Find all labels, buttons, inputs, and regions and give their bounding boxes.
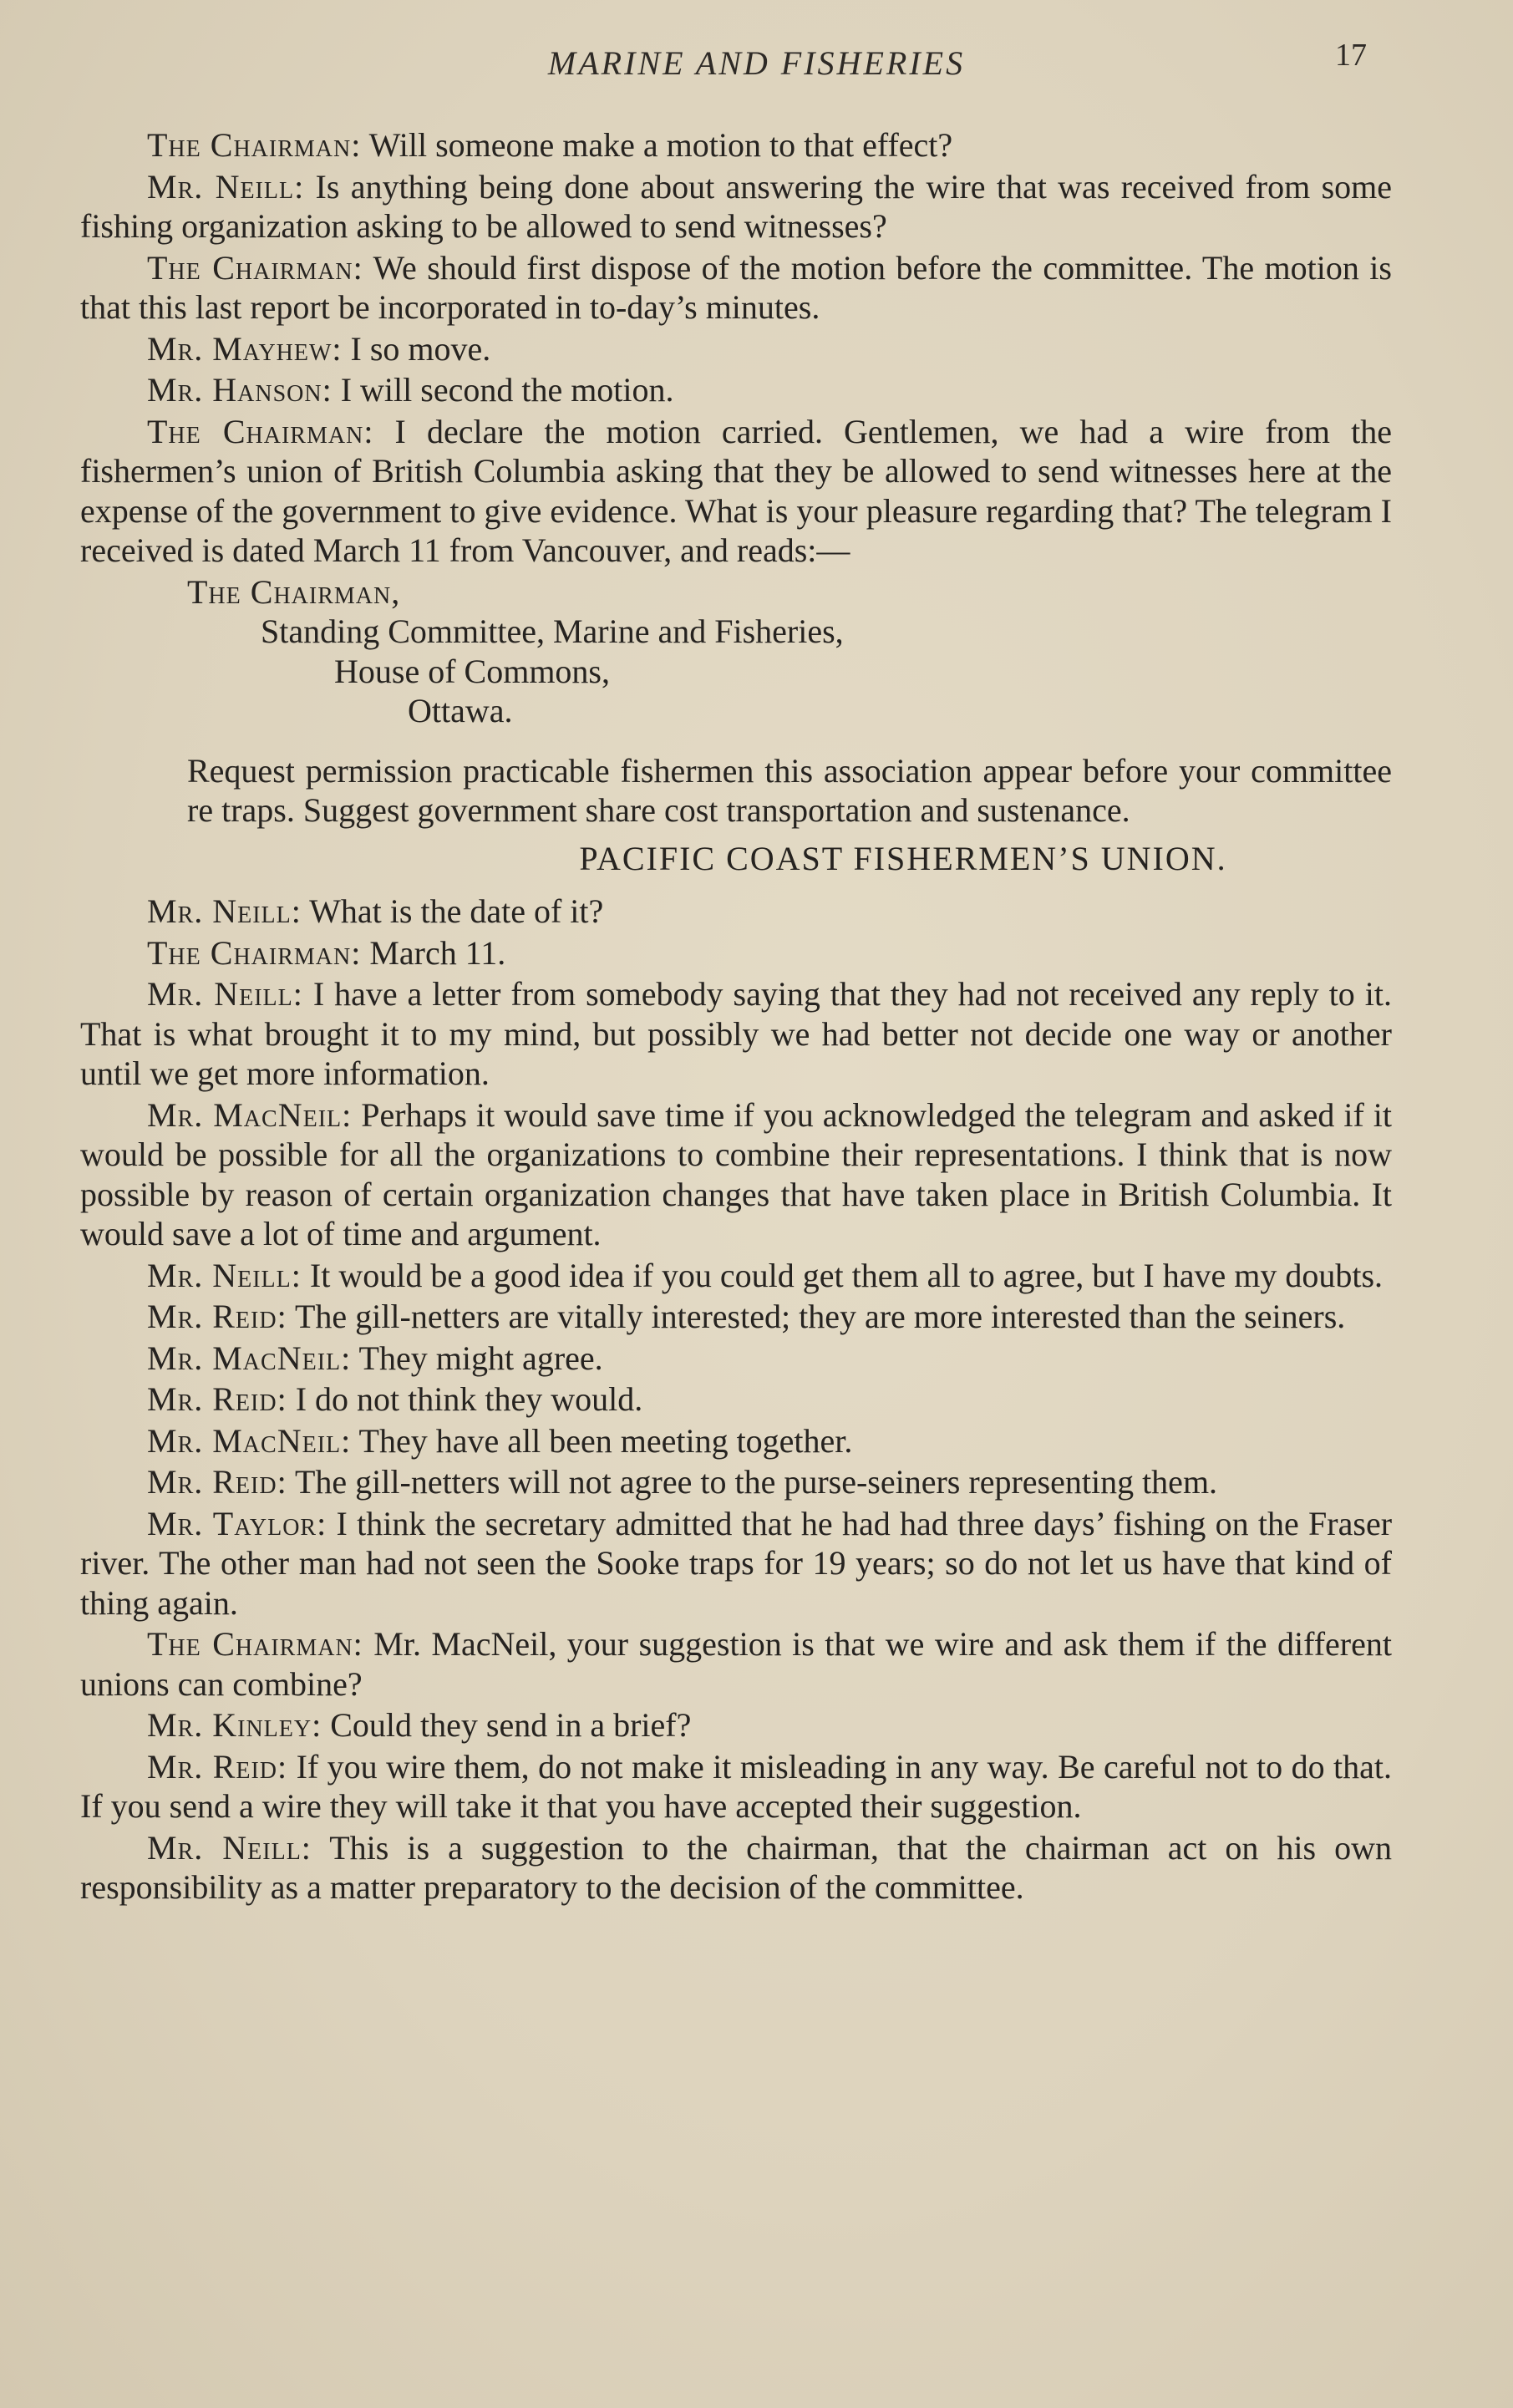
speech-text: The gill-netters are vitally interested; they are more interested than the seiners. — [294, 1298, 1346, 1335]
speaker-name: Mr. Mayhew: — [147, 329, 343, 368]
telegram-body: Request permission practicable fishermen this association appear before your committee re traps. Suggest government share cost transportation and sustenance. — [187, 751, 1392, 829]
speaker-name: Mr. MacNeil: — [147, 1339, 352, 1377]
speaker-name: Mr. Taylor: — [147, 1504, 327, 1542]
telegram-address-line: The Chairman, — [187, 572, 401, 611]
transcript-paragraph — [80, 974, 1392, 1094]
speaker-name: Mr. Neill: — [147, 167, 305, 206]
speaker-name: Mr. Neill: — [147, 1256, 302, 1294]
transcript-paragraph — [80, 1624, 1392, 1704]
speech-text: Mr. MacNeil, your suggestion is that we wire and ask them if the different unions can combine? — [80, 1625, 1392, 1703]
page-body — [80, 125, 1392, 1909]
speech-text: Could they send in a brief? — [330, 1706, 692, 1744]
transcript-paragraph — [80, 1504, 1392, 1623]
running-head: MARINE AND FISHERIES — [547, 44, 966, 82]
speaker-name: Mr. Hanson: — [147, 371, 333, 409]
speaker-name: Mr. Kinley: — [147, 1706, 322, 1744]
speaker-name: The Chairman: — [147, 126, 362, 164]
speech-text: We should first dispose of the motion before the committee. The motion is that this last report be incorporated in to-day’s minutes. — [80, 248, 1392, 326]
transcript-paragraph — [80, 1095, 1392, 1254]
speech-text: March 11. — [369, 933, 506, 972]
transcript-paragraph — [80, 1705, 1392, 1745]
speech-text: Will someone make a motion to that effect? — [368, 126, 953, 164]
transcript-paragraph — [80, 370, 1392, 410]
transcript-paragraph — [80, 412, 1392, 571]
transcript-paragraph — [80, 1339, 1392, 1379]
speech-text: Perhaps it would save time if you acknowledged the telegram and asked if it would be possible for all the organizations to combine their representations. I think that is now possible by reason of certain organization changes that have taken place in British Columbia. It would save a lot of time and argument. — [80, 1095, 1392, 1252]
speech-text: I will second the motion. — [340, 371, 674, 409]
telegram-address — [187, 572, 1392, 731]
speaker-name: Mr. Neill: — [147, 1828, 312, 1867]
transcript-paragraph — [80, 1828, 1392, 1908]
transcript-paragraph — [80, 167, 1392, 246]
speaker-name: Mr. Neill: — [147, 892, 302, 930]
speaker-name: The Chairman: — [147, 412, 374, 450]
speaker-name: Mr. Reid: — [147, 1747, 288, 1786]
transcript-after-telegram — [80, 892, 1392, 1908]
telegram-address-line: House of Commons, — [334, 652, 610, 690]
transcript-paragraph — [80, 1256, 1392, 1296]
transcript-paragraph — [80, 248, 1392, 328]
transcript-paragraph — [80, 1297, 1392, 1337]
transcript-paragraph — [80, 1747, 1392, 1826]
speech-text: I do not think they would. — [295, 1380, 643, 1418]
telegram-address-line: Standing Committee, Marine and Fisheries, — [261, 612, 844, 650]
page-number: 17 — [1335, 38, 1367, 73]
transcript-before-telegram — [80, 125, 1392, 571]
transcript-paragraph — [80, 125, 1392, 165]
speaker-name: Mr. MacNeil: — [147, 1095, 353, 1134]
speech-text: I so move. — [350, 329, 491, 368]
transcript-paragraph — [80, 1462, 1392, 1502]
speaker-name: Mr. Reid: — [147, 1463, 287, 1501]
transcript-paragraph — [80, 1421, 1392, 1461]
telegram-signature: PACIFIC COAST FISHERMEN’S UNION. — [579, 839, 1227, 877]
speech-text: What is the date of it? — [309, 892, 604, 930]
speaker-name: Mr. MacNeil: — [147, 1421, 352, 1460]
transcript-paragraph — [80, 329, 1392, 369]
speech-text: They have all been meeting together. — [358, 1421, 853, 1460]
speaker-name: The Chairman: — [147, 248, 363, 287]
speech-text: I have a letter from somebody saying that they had not received any reply to it. That is what brought it to my mind, but possibly we had better not decide one way or another until we get more information. — [80, 975, 1392, 1092]
speech-text: If you wire them, do not make it misleading in any way. Be careful not to do that. If you send a wire they will take it that you have accepted their suggestion. — [80, 1747, 1393, 1825]
telegram-address-line: Ottawa. — [408, 692, 513, 729]
speech-text: The gill-netters will not agree to the purse-seiners representing them. — [294, 1463, 1218, 1501]
speaker-name: The Chairman: — [147, 933, 362, 972]
speech-text: I declare the motion carried. Gentlemen, we had a wire from the fishermen’s union of British Columbia asking that they be allowed to send witnesses here at the expense of the government to give evidence. What is your pleasure regarding that? The telegram I received is dated March 11 from Vancouver, and reads:— — [80, 412, 1392, 569]
speaker-name: The Chairman: — [147, 1625, 363, 1663]
speech-text: They might agree. — [358, 1339, 603, 1377]
speaker-name: Mr. Reid: — [147, 1380, 287, 1418]
speech-text: Is anything being done about answering the wire that was received from some fishing organization asking to be allowed to send witnesses? — [80, 167, 1392, 245]
transcript-paragraph — [80, 933, 1392, 973]
speaker-name: Mr. Reid: — [147, 1298, 287, 1335]
transcript-paragraph — [80, 892, 1392, 932]
speaker-name: Mr. Neill: — [147, 975, 303, 1013]
speech-text: It would be a good idea if you could get them all to agree, but I have my doubts. — [309, 1256, 1384, 1294]
transcript-paragraph — [80, 1379, 1392, 1420]
speech-text: I think the secretary admitted that he had had three days’ fishing on the Fraser river. The other man had not seen the Sooke traps for 19 years; so do not let us have that kind of thing again. — [80, 1504, 1393, 1622]
speech-text: This is a suggestion to the chairman, that the chairman act on his own responsibility as a matter preparatory to the decision of the committee. — [80, 1828, 1393, 1906]
